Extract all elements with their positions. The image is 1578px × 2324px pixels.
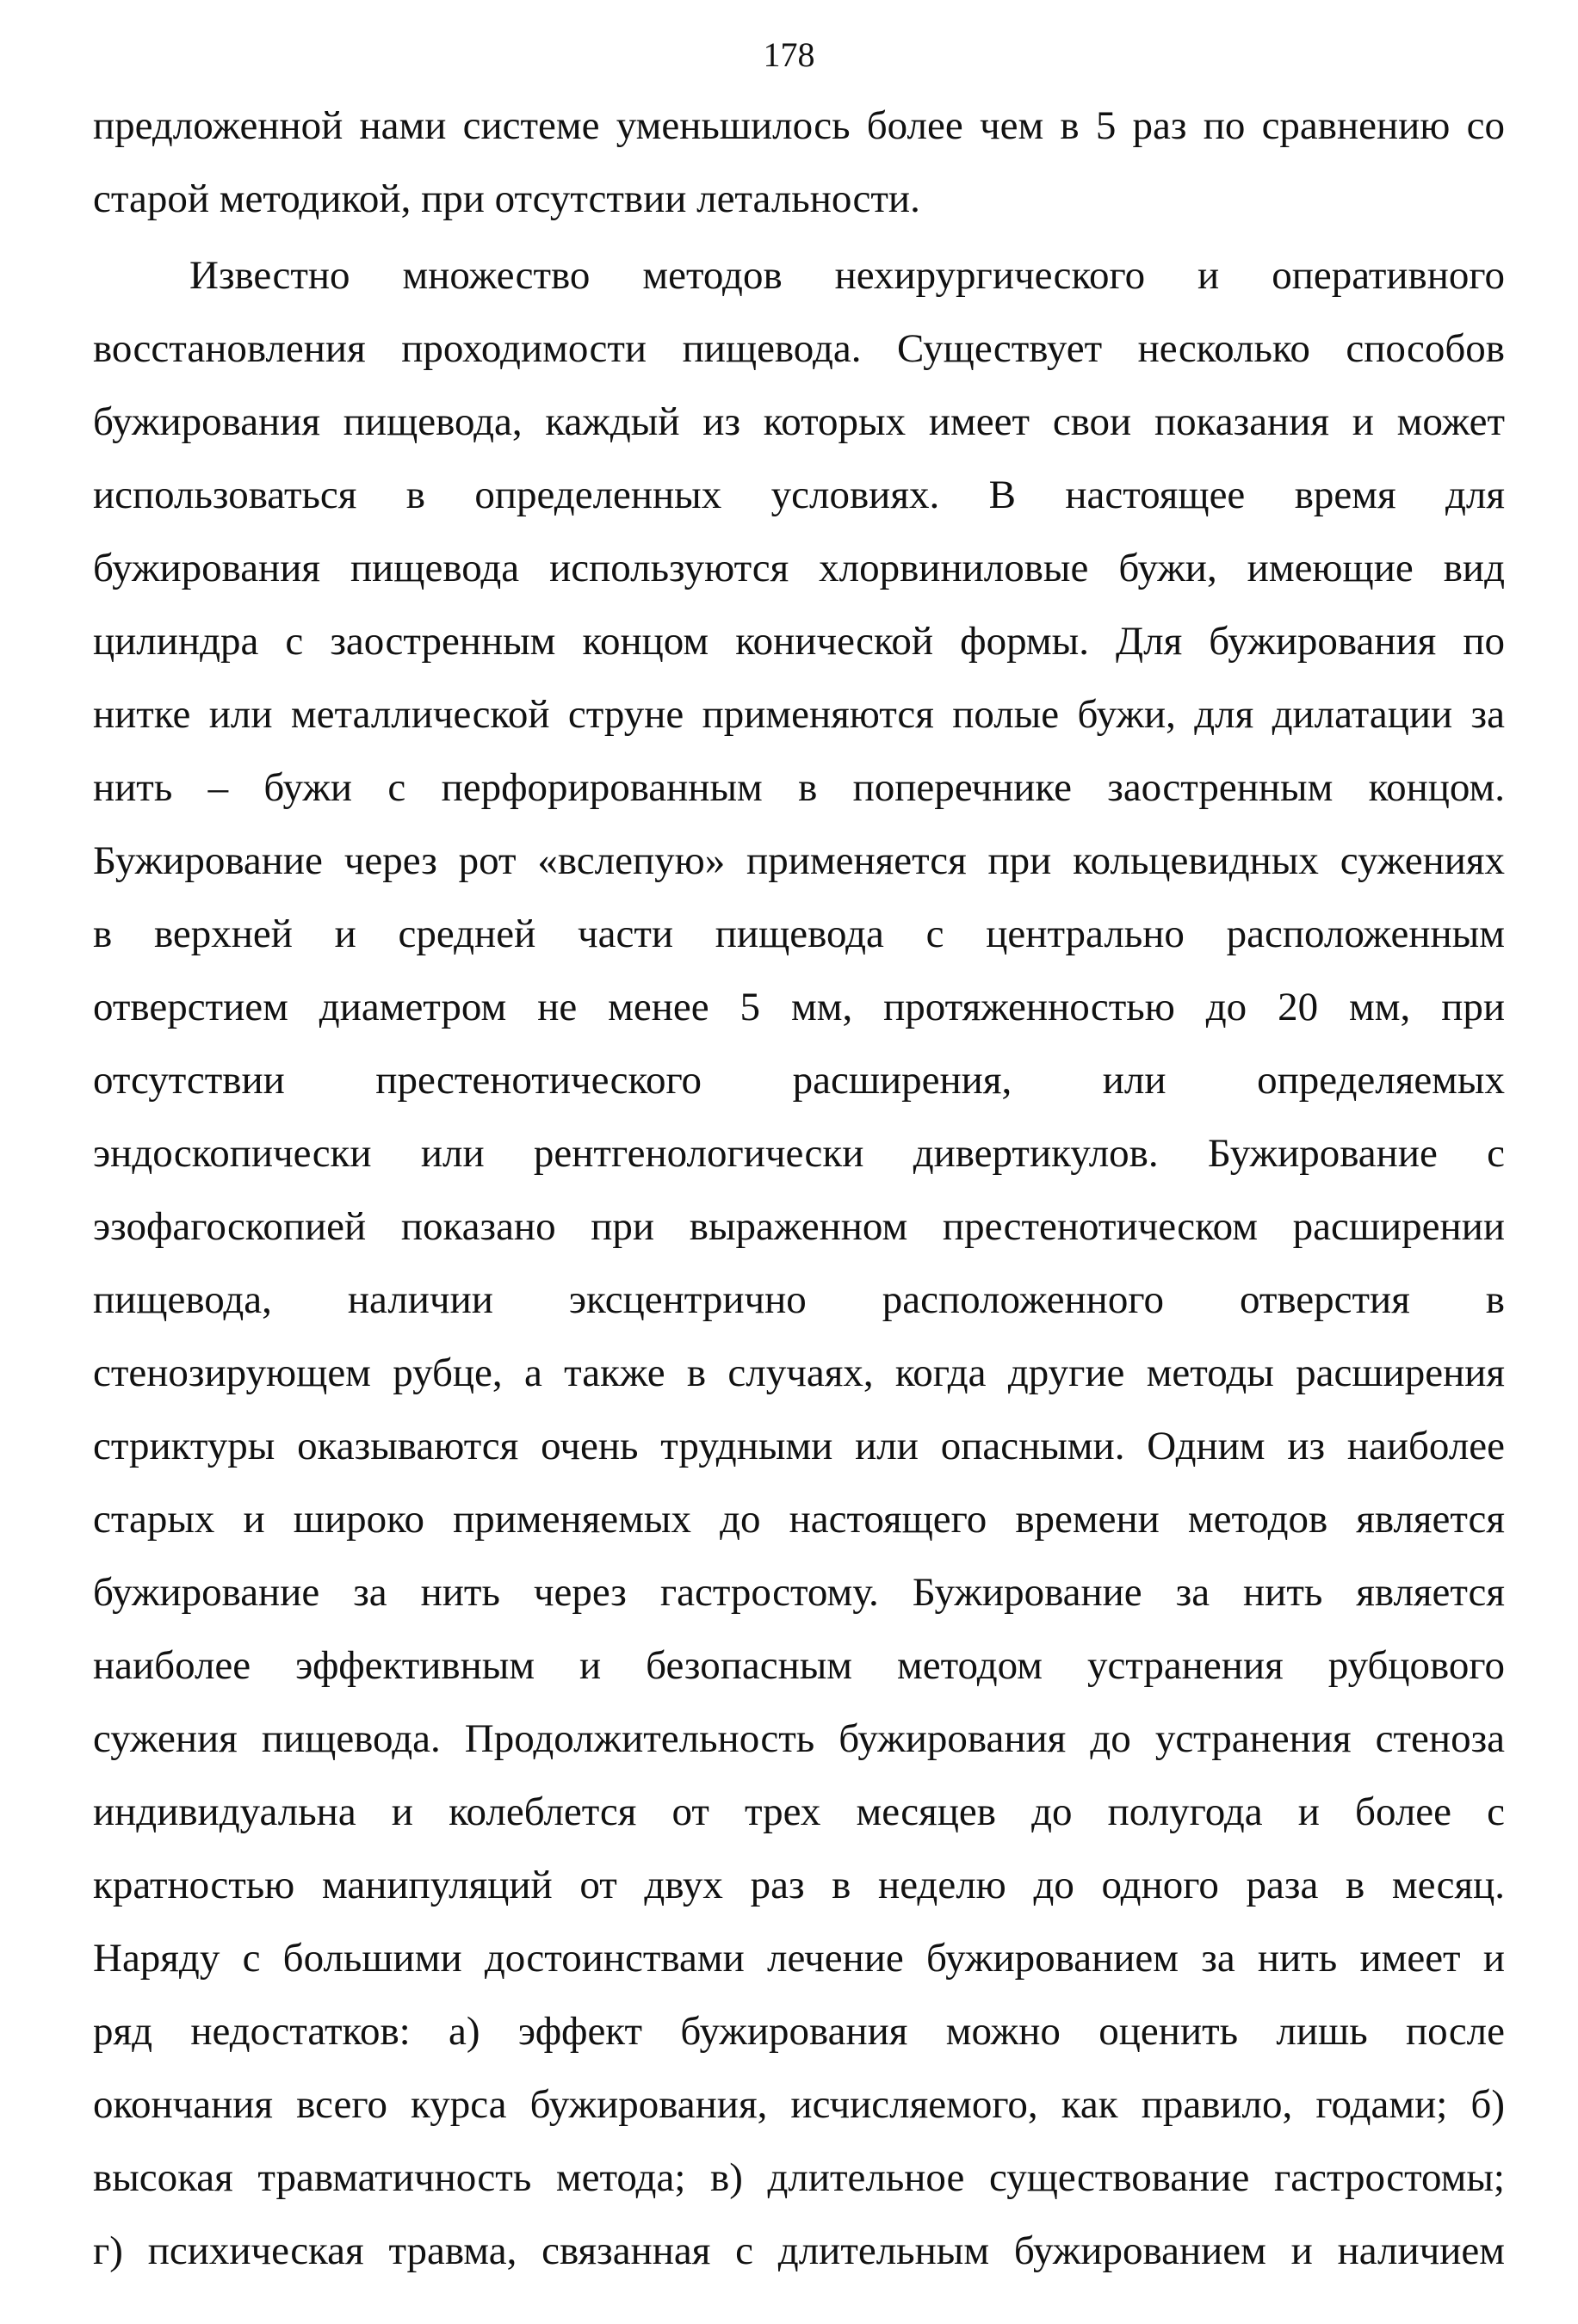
text-line: бужирование за нить через гастростому. Бужирование за нить является bbox=[93, 1570, 1505, 1615]
page-number: 178 bbox=[763, 35, 815, 74]
text-line: ряд недостатков: а) эффект бужирования можно оценить лишь после bbox=[93, 2009, 1505, 2054]
text-line: Бужирование через рот «вслепую» применяется при кольцевидных сужениях bbox=[93, 838, 1505, 883]
text-line: высокая травматичность метода; в) длительное существование гастростомы; bbox=[93, 2155, 1505, 2200]
text-line: использоваться в определенных условиях. В настоящее время для bbox=[93, 473, 1505, 517]
text-line: эзофагоскопией показано при выраженном престенотическом расширении bbox=[93, 1204, 1505, 1249]
body-text bbox=[93, 90, 1505, 2288]
text-line: окончания всего курса бужирования, исчисляемого, как правило, годами; б) bbox=[93, 2082, 1505, 2127]
text-line: стенозирующем рубце, а также в случаях, когда другие методы расширения bbox=[93, 1351, 1505, 1395]
text-line: восстановления проходимости пищевода. Существует несколько способов bbox=[93, 326, 1505, 371]
text-line: в верхней и средней части пищевода с центрально расположенным bbox=[93, 912, 1505, 956]
text-line: г) психическая травма, связанная с длительным бужированием и наличием bbox=[93, 2228, 1505, 2273]
text-line: наиболее эффективным и безопасным методом устранения рубцового bbox=[93, 1643, 1505, 1688]
text-line: старой методикой, при отсутствии летальности. bbox=[93, 176, 920, 221]
text-line: предложенной нами системе уменьшилось более чем в 5 раз по сравнению со bbox=[93, 103, 1505, 148]
text-line: отсутствии престенотического расширения, или определяемых bbox=[93, 1058, 1505, 1103]
text-line: эндоскопически или рентгенологически дивертикулов. Бужирование с bbox=[93, 1131, 1505, 1176]
text-line: нить – бужи с перфорированным в поперечнике заостренным концом. bbox=[93, 765, 1505, 810]
text-line: отверстием диаметром не менее 5 мм, протяженностью до 20 мм, при bbox=[93, 985, 1505, 1029]
text-line: индивидуальна и колеблется от трех месяцев до полугода и более с bbox=[93, 1789, 1505, 1834]
text-line: нитке или металлической струне применяются полые бужи, для дилатации за bbox=[93, 692, 1505, 737]
text-line: цилиндра с заостренным концом конической формы. Для бужирования по bbox=[93, 619, 1505, 664]
text-line: бужирования пищевода, каждый из которых имеет свои показания и может bbox=[93, 399, 1505, 444]
text-line: Наряду с большими достоинствами лечение бужированием за нить имеет и bbox=[93, 1936, 1505, 1981]
text-line: бужирования пищевода используются хлорвиниловые бужи, имеющие вид bbox=[93, 546, 1505, 590]
text-line: Известно множество методов нехирургического и оперативного bbox=[189, 253, 1505, 298]
text-line: сужения пищевода. Продолжительность бужирования до устранения стеноза bbox=[93, 1716, 1505, 1761]
text-line: кратностью манипуляций от двух раз в неделю до одного раза в месяц. bbox=[93, 1863, 1505, 1907]
text-line: старых и широко применяемых до настоящего времени методов является bbox=[93, 1497, 1505, 1542]
text-line: стриктуры оказываются очень трудными или опасными. Одним из наиболее bbox=[93, 1424, 1505, 1468]
text-line: пищевода, наличии эксцентрично расположенного отверстия в bbox=[93, 1277, 1505, 1322]
